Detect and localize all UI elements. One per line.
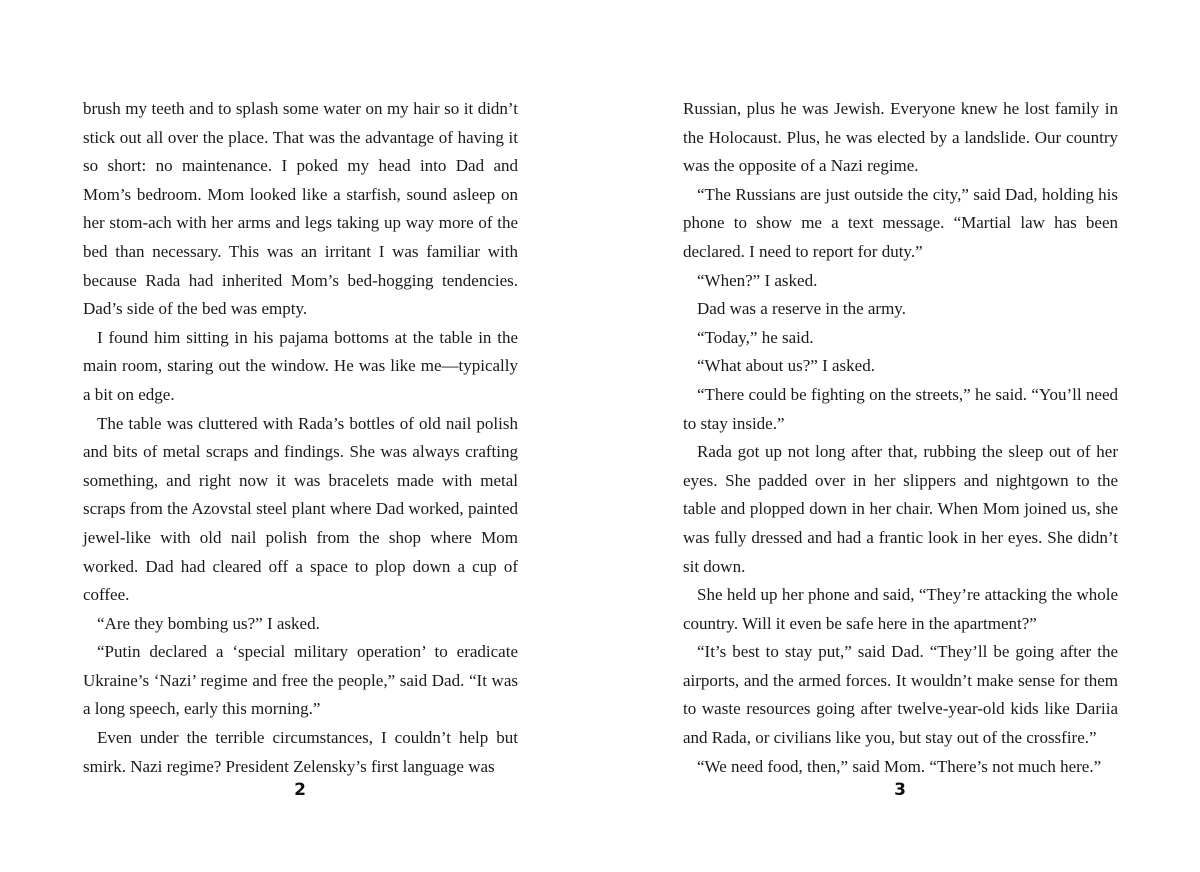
left-page xyxy=(83,95,518,781)
paragraph: Russian, plus he was Jewish. Everyone knew he lost family in the Holocaust. Plus, he was elected by a landslide. Our country was the opposite of a Nazi regime. xyxy=(683,99,1118,176)
paragraph: “Putin declared a ‘special military operation’ to eradicate Ukraine’s ‘Nazi’ regime and free the people,” said Dad. “It was a long speech, early this morning.” xyxy=(83,642,518,719)
paragraph: brush my teeth and to splash some water on my hair so it didn’t stick out all over the place. That was the advantage of having it so short: no maintenance. I poked my head into Dad and Mom’s bedroom. Mom looked like a starfish, sound asleep on her stom-ach with her arms and legs taking up way more of the bed than necessary. This was an irritant I was familiar with because Rada had inherited Mom’s bed-hogging tendencies. Dad’s side of the bed was empty. xyxy=(83,99,518,319)
paragraph: She held up her phone and said, “They’re attacking the whole country. Will it even be safe here in the apartment?” xyxy=(683,585,1118,633)
paragraph: The table was cluttered with Rada’s bottles of old nail polish and bits of metal scraps and findings. She was always crafting something, and right now it was bracelets made with metal scraps from the Azovstal steel plant where Dad worked, painted jewel-like with old nail polish from the shop where Mom worked. Dad had cleared off a space to plop down a cup of coffee. xyxy=(83,413,518,605)
paragraph: “The Russians are just outside the city,” said Dad, holding his phone to show me a text message. “Martial law has been declared. I need to report for duty.” xyxy=(683,184,1118,261)
page-number: 2 xyxy=(294,780,306,800)
paragraph: Even under the terrible circumstances, I couldn’t help but smirk. Nazi regime? President Zelensky’s first language was xyxy=(83,728,518,776)
paragraph: “It’s best to stay put,” said Dad. “They’ll be going after the airports, and the armed forces. It wouldn’t make sense for them to waste resources going after twelve-year-old kids like Dariia and Rada, or civilians like you, but stay out of the crossfire.” xyxy=(683,642,1118,748)
paragraph: “There could be fighting on the streets,” he said. “You’ll need to stay inside.” xyxy=(683,384,1118,433)
paragraph: “When?” I asked. xyxy=(697,270,818,290)
paragraph: Rada got up not long after that, rubbing the sleep out of her eyes. She padded over in her slippers and nightgown to the table and plopped down in her chair. When Mom joined us, she was fully dressed and had a frantic look in her eyes. She didn’t sit down. xyxy=(683,442,1118,576)
paragraph: I found him sitting in his pajama bottoms at the table in the main room, staring out the window. He was like me—typically a bit on edge. xyxy=(83,327,518,404)
page-number: 3 xyxy=(894,780,906,800)
paragraph: “We need food, then,” said Mom. “There’s not much here.” xyxy=(697,756,1102,776)
paragraph: “Are they bombing us?” I asked. xyxy=(97,613,320,633)
paragraph: Dad was a reserve in the army. xyxy=(697,299,906,319)
paragraph: “What about us?” I asked. xyxy=(697,356,875,376)
paragraph: “Today,” he said. xyxy=(697,327,814,347)
right-page xyxy=(683,95,1118,781)
